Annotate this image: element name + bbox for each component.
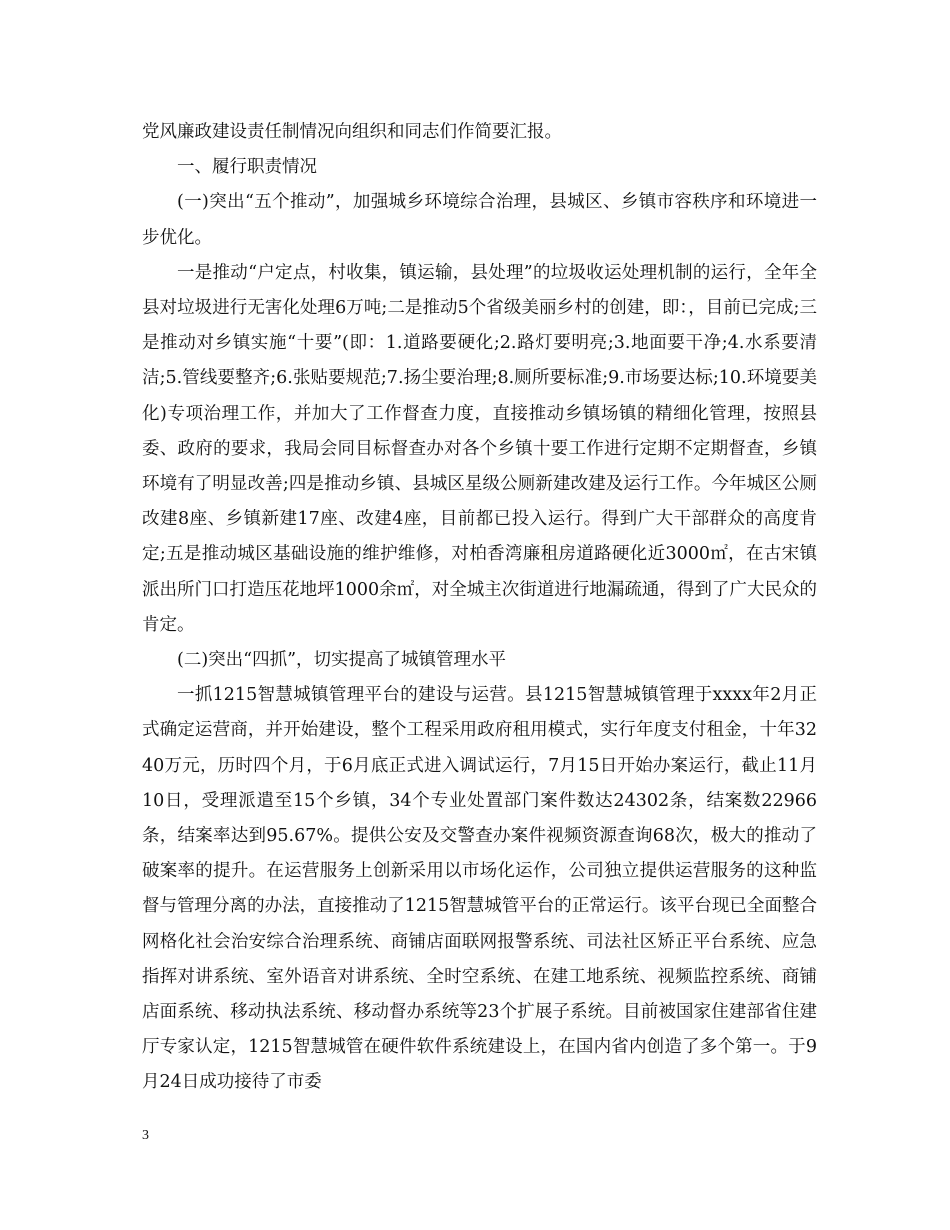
- paragraph-opening: 党风廉政建设责任制情况向组织和同志们作简要汇报。: [142, 122, 562, 142]
- paragraph-smart-city-platform: 一抓1215智慧城镇管理平台的建设与运营。县1215智慧城镇管理于xxxx年2月正式确定运营商，并开始建设，整个工程采用政府租用模式，实行年度支付租金，十年3240万元，历时四个月，于6月底正式进入调试运行，7月15日开始办案运行，截止11月10日，受理派遣至15个乡镇，34个专业处置部门案件数达24302条，结案数22966条，结案率达到95.67%。提供公安及交警查办案件视频资源查询68次，极大的推动了破案率的提升。在运营服务上创新采用以市场化运作，公司独立提供运营服务的这种监督与管理分离的办法，直接推动了1215智慧城管平台的正常运行。该平台现已全面整合网格化社会治安综合治理系统、商铺店面联网报警系统、司法社区矫正平台系统、应急指挥对讲系统、室外语音对讲系统、全时空系统、在建工地系统、视频监控系统、商铺店面系统、移动执法系统、移动督办系统等23个扩展子系统。目前被国家住建部省住建厅专家认定，1215智慧城管在硬件软件系统建设上，在国内省内创造了多个第一。于9月24日成功接待了市委: [142, 685, 817, 1093]
- subheading-five-promotions: (一)突出“五个推动”，加强城乡环境综合治理，县城区、乡镇市容秩序和环境进一步优化。: [142, 192, 817, 248]
- section-heading-duties: 一、履行职责情况: [177, 157, 317, 178]
- page-number: 3: [142, 1128, 149, 1143]
- document-body: [142, 115, 817, 1101]
- subheading-four-focuses: (二)突出“四抓”，切实提高了城镇管理水平: [177, 650, 507, 671]
- paragraph-five-promotions-detail: 一是推动“户定点，村收集，镇运输，县处理”的垃圾收运处理机制的运行，全年全县对垃圾进行无害化处理6万吨;二是推动5个省级美丽乡村的创建，即：，目前已完成;三是推动对乡镇实施“十要”(即：1.道路要硬化;2.路灯要明亮;3.地面要干净;4.水系要清洁;5.管线要整齐;6.张贴要规范;7.扬尘要治理;8.厕所要标准;9.市场要达标;10.环境要美化)专项治理工作，并加大了工作督查力度，直接推动乡镇场镇的精细化管理，按照县委、政府的要求，我局会同目标督查办对各个乡镇十要工作进行定期不定期督查，乡镇环境有了明显改善;四是推动乡镇、县城区星级公厕新建改建及运行工作。今年城区公厕改建8座、乡镇新建17座、改建4座，目前都已投入运行。得到广大干部群众的高度肯定;五是推动城区基础设施的维护维修，对柏香湾廉租房道路硬化近3000㎡，在古宋镇派出所门口打造压花地坪1000余㎡，对全城主次街道进行地漏疏通，得到了广大民众的肯定。: [142, 262, 817, 635]
